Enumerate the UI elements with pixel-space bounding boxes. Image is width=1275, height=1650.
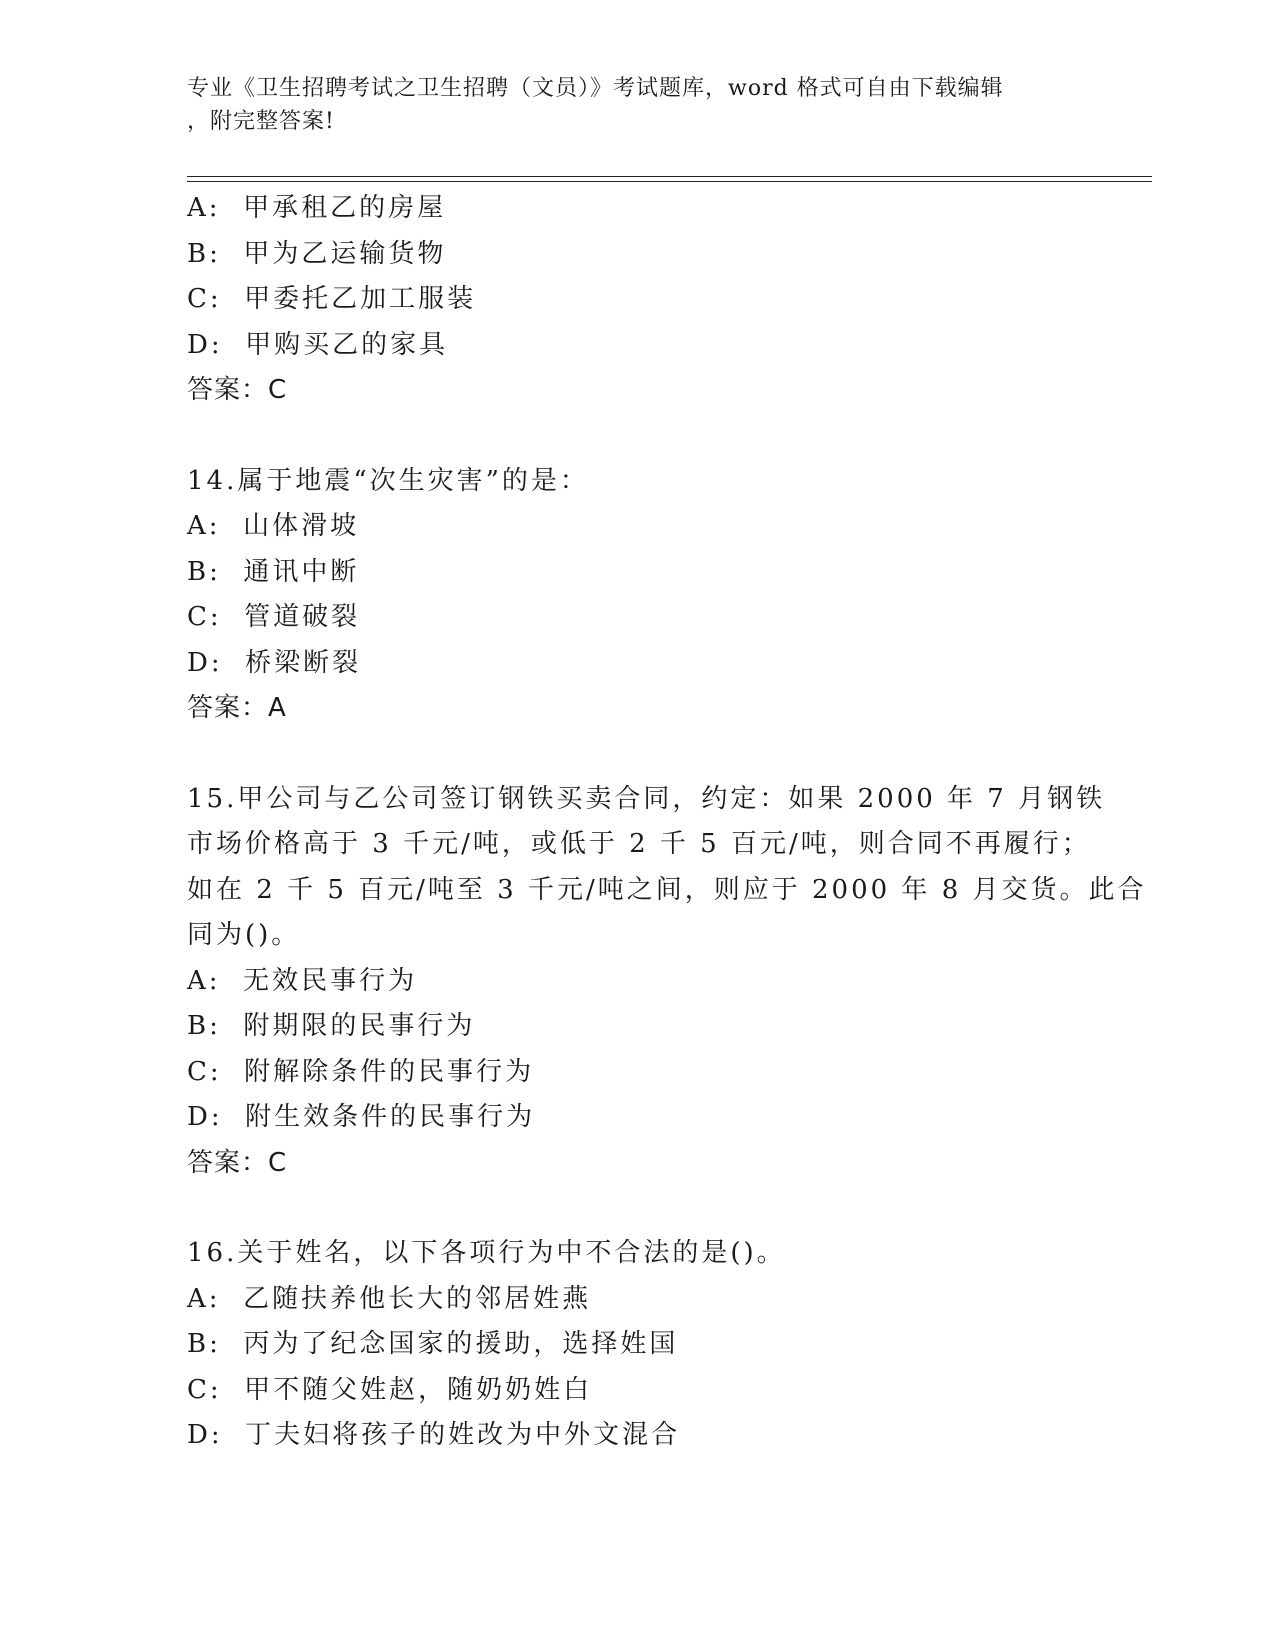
answer-line: 答案：C [187,1147,288,1178]
header-line-2: ，附完整答案! [187,109,335,134]
option-d: D: 桥梁断裂 [187,647,362,678]
option-c: C: 附解除条件的民事行为 [187,1056,535,1087]
question-13 [187,186,1087,414]
option-c: C: 管道破裂 [187,602,361,632]
header-divider-top [187,176,1152,177]
option-a: A: 甲承租乙的房屋 [187,193,447,223]
header-divider-bottom [187,181,1152,182]
question-list [187,186,1147,1459]
option-b: B: 通讯中断 [187,556,360,587]
header-line-1: 专业《卫生招聘考试之卫生招聘（文员）》考试题库，word 格式可自由下载编辑 [187,76,1004,101]
question-text: 16.关于姓名，以下各项行为中不合法的是()。 [187,1238,786,1268]
option-d: D: 附生效条件的民事行为 [187,1102,536,1132]
option-a: A: 无效民事行为 [187,965,418,996]
question-text-line-3: 如在 2 千 5 百元/吨至 3 千元/吨之间，则应于 2000 年 8 月交货。此合 [187,874,1147,905]
option-b: B: 附期限的民事行为 [187,1011,476,1041]
document-header [187,72,1087,138]
question-text: 14.属于地震“次生灾害”的是： [187,465,589,496]
answer-line: 答案：C [187,375,288,405]
answer-line: 答案：A [187,693,287,723]
option-c: C: 甲委托乙加工服装 [187,284,477,314]
option-b: B: 丙为了纪念国家的援助，选择姓国 [187,1329,679,1359]
question-15 [187,777,1147,1187]
option-d: D: 丁夫妇将孩子的姓改为中外文混合 [187,1420,681,1450]
question-16 [187,1231,1087,1459]
question-14 [187,459,1087,732]
option-c: C: 甲不随父姓赵，随奶奶姓白 [187,1374,593,1405]
question-text-line-4: 同为()。 [187,920,301,950]
question-text-line-1: 15.甲公司与乙公司签订钢铁买卖合同，约定：如果 2000 年 7 月钢铁 [187,783,1106,814]
option-d: D: 甲购买乙的家具 [187,329,449,360]
question-text-line-2: 市场价格高于 3 千元/吨，或低于 2 千 5 百元/吨，则合同不再履行； [187,829,1091,859]
option-a: A: 乙随扶养他长大的邻居姓燕 [187,1283,592,1314]
option-b: B: 甲为乙运输货物 [187,238,447,269]
option-a: A: 山体滑坡 [187,511,360,541]
